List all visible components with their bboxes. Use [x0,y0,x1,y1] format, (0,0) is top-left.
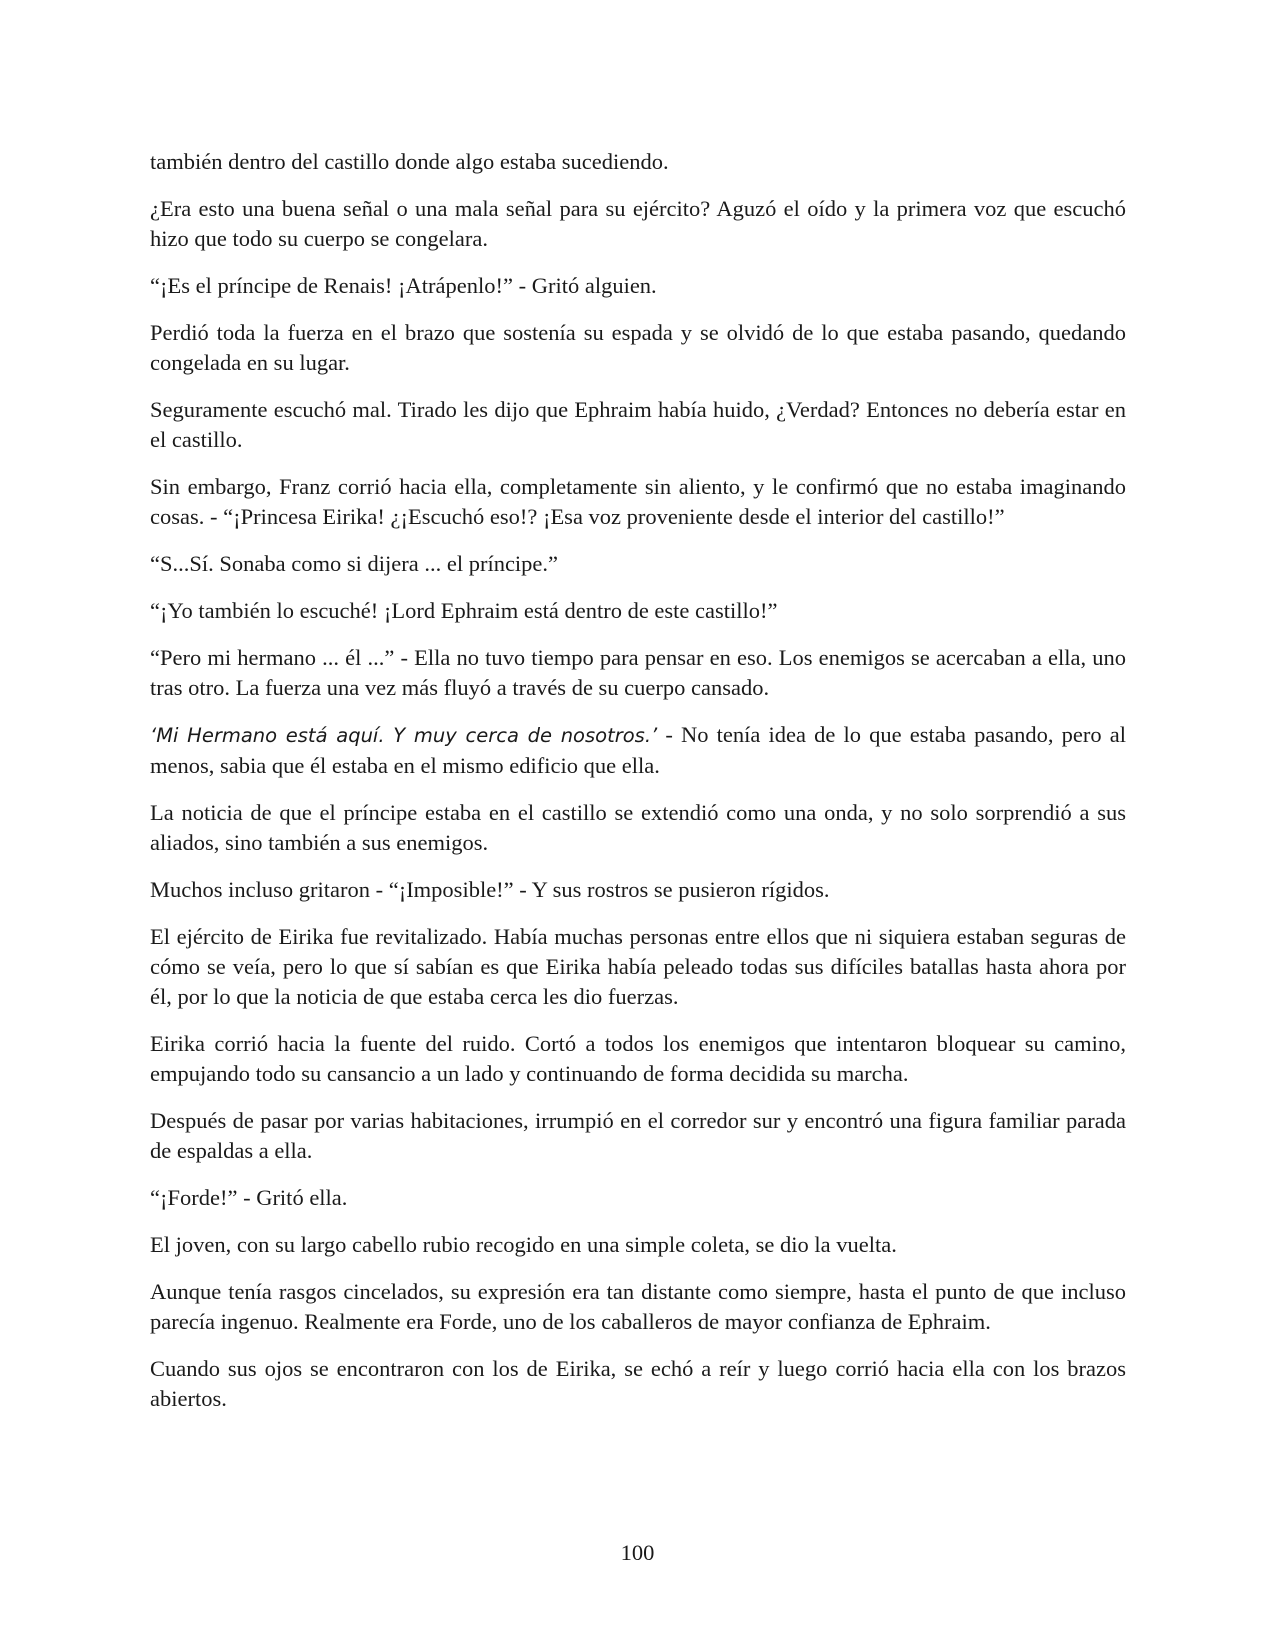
paragraph-18: Aunque tenía rasgos cincelados, su expresión era tan distante como siempre, hasta el punto de que incluso parecía ingenuo. Realmente era Forde, uno de los caballeros de mayor confianza de Ephraim. [150,1279,1126,1334]
paragraph-6: Sin embargo, Franz corrió hacia ella, completamente sin aliento, y le confirmó que no estaba imaginando cosas. - “¡Princesa Eirika! ¿¡Escuchó eso!? ¡Esa voz proveniente desde el interior del castillo!” [150,474,1126,529]
page-number: 100 [620,1540,655,1565]
paragraph-17: El joven, con su largo cabello rubio recogido en una simple coleta, se dio la vuelta. [150,1232,897,1257]
paragraph-8: “¡Yo también lo escuché! ¡Lord Ephraim está dentro de este castillo!” [150,598,778,623]
paragraph-5: Seguramente escuchó mal. Tirado les dijo que Ephraim había huido, ¿Verdad? Entonces no debería estar en el castillo. [150,397,1126,452]
paragraph-4: Perdió toda la fuerza en el brazo que sostenía su espada y se olvidó de lo que estaba pasando, quedando congelada en su lugar. [150,320,1126,375]
paragraph-10-rest: - No tenía idea de lo que estaba pasando, pero al menos, sabia que él estaba en el mismo edificio que ella. [150,722,1126,778]
paragraph-13: El ejército de Eirika fue revitalizado. Había muchas personas entre ellos que ni siquiera estaban seguras de cómo se veía, pero lo que sí sabían es que Eirika había peleado todas sus difíciles batallas hasta ahora por él, por lo que la noticia de que estaba cerca les dio fuerzas. [150,924,1126,1009]
paragraph-11: La noticia de que el príncipe estaba en el castillo se extendió como una onda, y no solo sorprendió a sus aliados, sino también a sus enemigos. [150,800,1126,855]
paragraph-7: “S...Sí. Sonaba como si dijera ... el príncipe.” [150,551,559,576]
paragraph-2: ¿Era esto una buena señal o una mala señal para su ejército? Aguzó el oído y la primera voz que escuchó hizo que todo su cuerpo se congelara. [150,196,1126,251]
paragraph-15: Después de pasar por varias habitaciones, irrumpió en el corredor sur y encontró una figura familiar parada de espaldas a ella. [150,1108,1126,1163]
paragraph-19: Cuando sus ojos se encontraron con los de Eirika, se echó a reír y luego corrió hacia ella con los brazos abiertos. [150,1356,1126,1411]
paragraph-16: “¡Forde!” - Gritó ella. [150,1185,348,1210]
page-body [150,147,1126,1431]
paragraph-14: Eirika corrió hacia la fuente del ruido. Cortó a todos los enemigos que intentaron bloquear su camino, empujando todo su cansancio a un lado y continuando de forma decidida su marcha. [150,1031,1126,1086]
paragraph-10 [150,720,1126,781]
paragraph-9: “Pero mi hermano ... él ...” - Ella no tuvo tiempo para pensar en eso. Los enemigos se acercaban a ella, uno tras otro. La fuerza una vez más fluyó a través de su cuerpo cansado. [150,645,1126,700]
italic-thought: ‘Mi Hermano está aquí. Y muy cerca de nosotros.’ [150,724,658,747]
paragraph-1: también dentro del castillo donde algo estaba sucediendo. [150,149,669,174]
paragraph-3: “¡Es el príncipe de Renais! ¡Atrápenlo!” - Gritó alguien. [150,273,657,298]
paragraph-12: Muchos incluso gritaron - “¡Imposible!” - Y sus rostros se pusieron rígidos. [150,877,830,902]
